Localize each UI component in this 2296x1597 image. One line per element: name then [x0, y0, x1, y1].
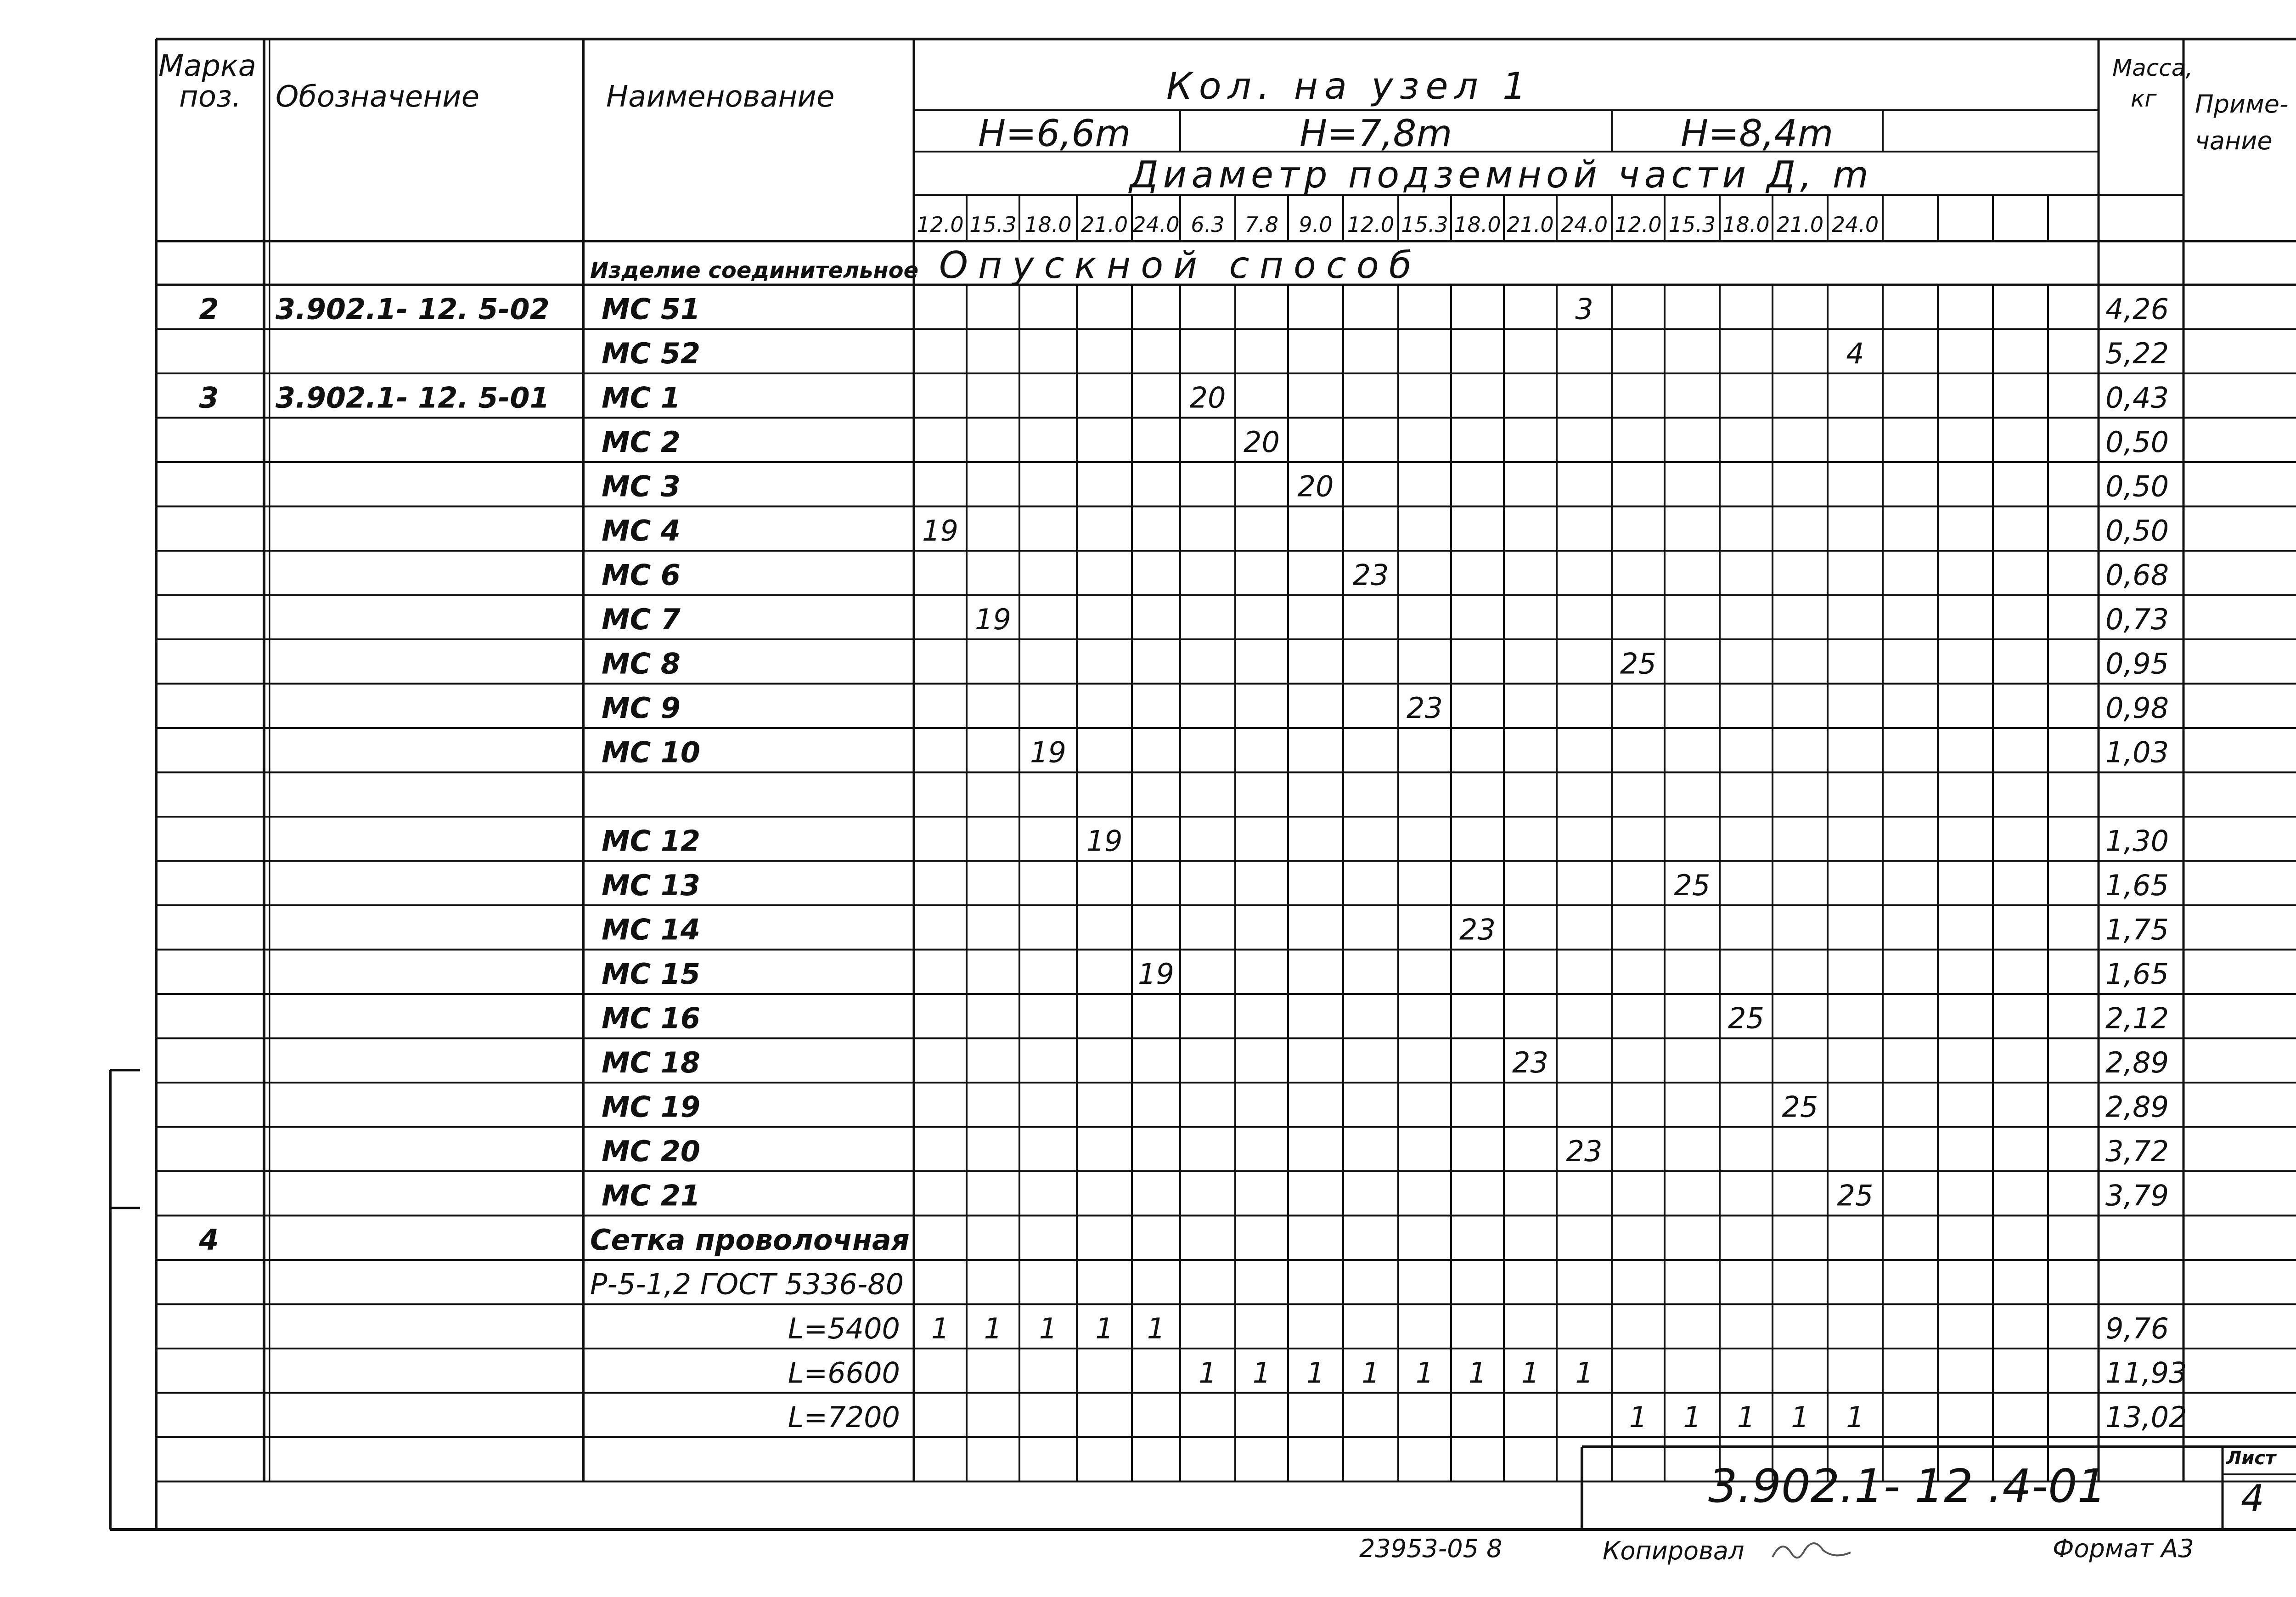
row-quantity: 20	[1189, 381, 1226, 415]
diameter-label: 18.0	[1454, 212, 1501, 237]
row-quantity: 20	[1297, 469, 1334, 503]
row-quantity: 23	[1407, 691, 1443, 725]
diameter-label: 18.0	[1722, 212, 1770, 237]
row-quantity: 23	[1459, 913, 1496, 947]
row-mass: 0,95	[2105, 647, 2169, 681]
row-name: МС 16	[602, 1001, 701, 1035]
table-row	[602, 647, 2169, 681]
diameter-label: 9.0	[1299, 212, 1333, 237]
header-note-line2: чание	[2195, 126, 2273, 155]
mesh-quantity: 1	[1683, 1400, 1701, 1434]
row-name: МС 12	[602, 824, 701, 858]
row-quantity: 23	[1512, 1046, 1548, 1079]
row-quantity: 19	[975, 603, 1011, 636]
table-row	[602, 824, 2169, 858]
row-quantity: 20	[1244, 425, 1280, 459]
row-name: МС 4	[602, 514, 681, 547]
row-name: МС 15	[602, 957, 701, 991]
row-mass: 3,79	[2105, 1179, 2169, 1213]
row-name: МС 2	[602, 425, 681, 459]
mesh-quantity: 1	[1095, 1312, 1114, 1345]
table-row	[602, 913, 2169, 947]
mesh-mass: 11,93	[2105, 1356, 2187, 1390]
row-mass: 1,65	[2105, 869, 2169, 902]
row-mass: 0,50	[2105, 469, 2169, 503]
row-mass: 0,50	[2105, 514, 2169, 547]
row-mass: 0,43	[2105, 381, 2169, 415]
table-row	[199, 293, 2169, 326]
row-mass: 1,30	[2105, 824, 2169, 858]
row-name: МС 18	[602, 1046, 701, 1079]
mesh-name: Сетка проволочная	[590, 1223, 910, 1257]
diameter-label: 21.0	[1507, 212, 1554, 237]
section-method: Опускной способ	[939, 244, 1422, 287]
row-mass: 5,22	[2105, 337, 2169, 370]
row-quantity: 25	[1782, 1090, 1818, 1124]
row-quantity: 19	[922, 514, 958, 547]
row-name: МС 14	[602, 913, 701, 947]
header-height-3: H=8,4m	[1681, 112, 1834, 155]
header-mass-line1: Масса,	[2112, 55, 2193, 81]
row-mass: 0,68	[2105, 558, 2169, 592]
header-mass-line2: кг	[2131, 85, 2157, 112]
mesh-quantity: 1	[1791, 1400, 1809, 1434]
row-name: МС 13	[602, 869, 701, 902]
row-mass: 1,03	[2105, 735, 2169, 769]
header-mark-line2: поз.	[179, 80, 242, 114]
row-quantity: 19	[1086, 824, 1123, 858]
mesh-quantity: 1	[1737, 1400, 1756, 1434]
mesh-length: L=6600	[788, 1356, 900, 1390]
stamp-sheet-number: 4	[2241, 1477, 2264, 1520]
signature-scribble	[1773, 1543, 1851, 1557]
row-mass: 2,89	[2105, 1090, 2169, 1124]
diameter-label: 24.0	[1831, 212, 1879, 237]
row-mark: 3	[199, 381, 219, 415]
row-quantity: 25	[1837, 1179, 1874, 1213]
row-quantity: 23	[1352, 558, 1389, 592]
mesh-quantity: 1	[1846, 1400, 1864, 1434]
row-quantity: 19	[1030, 735, 1066, 769]
footer-format: Формат А3	[2053, 1534, 2194, 1563]
section-name: Изделие соединительное	[590, 258, 919, 283]
diameter-label: 15.3	[1401, 212, 1448, 237]
table-row	[602, 425, 2169, 459]
row-name: МС 51	[602, 292, 701, 326]
row-designation: 3.902.1- 12. 5-01	[276, 381, 550, 415]
mesh-quantity: 1	[1575, 1356, 1593, 1390]
diameter-label: 15.3	[1668, 212, 1716, 237]
row-quantity: 4	[1846, 337, 1864, 370]
footer-copied: Копировал	[1603, 1536, 1745, 1565]
mesh-quantity: 1	[1415, 1356, 1434, 1390]
header-note-line1: Приме-	[2195, 90, 2289, 119]
row-name: МС 9	[602, 691, 681, 725]
header-mark-line1: Марка	[158, 49, 256, 83]
diameter-label: 21.0	[1080, 212, 1128, 237]
row-quantity: 19	[1138, 957, 1174, 991]
table-row	[602, 1134, 2169, 1168]
diameter-label: 21.0	[1776, 212, 1824, 237]
table-row	[602, 957, 2169, 991]
row-name: МС 8	[602, 647, 681, 681]
row-mass: 0,50	[2105, 425, 2169, 459]
table-row	[602, 514, 2169, 547]
row-quantity: 25	[1620, 647, 1656, 681]
row-name: МС 6	[602, 558, 681, 592]
row-name: МС 1	[602, 381, 681, 415]
table-row	[602, 1002, 2169, 1035]
mesh-quantity: 1	[1147, 1312, 1165, 1345]
mesh-mark: 4	[199, 1223, 219, 1257]
table-row	[602, 1090, 2169, 1124]
stamp-sheet-label: Лист	[2226, 1448, 2276, 1469]
row-quantity: 25	[1728, 1001, 1764, 1035]
mesh-quantity: 1	[931, 1312, 950, 1345]
diameter-label: 18.0	[1024, 212, 1072, 237]
diameter-label: 24.0	[1560, 212, 1608, 237]
header-diameter: Диаметр подземной части Д, m	[1130, 153, 1873, 196]
table-row	[602, 1046, 2169, 1079]
row-name: МС 7	[602, 603, 681, 636]
table-row	[199, 381, 2169, 415]
row-name: МС 21	[602, 1179, 701, 1213]
row-mass: 3,72	[2105, 1134, 2169, 1168]
footer-inventory: 23953-05 8	[1359, 1534, 1503, 1563]
mesh-quantity: 1	[1468, 1356, 1487, 1390]
mesh-quantity: 1	[1039, 1312, 1058, 1345]
mesh-mass: 13,02	[2105, 1400, 2187, 1434]
table-row	[602, 691, 2169, 725]
table-row	[602, 559, 2169, 592]
mesh-quantity: 1	[1629, 1400, 1648, 1434]
mesh-spec: Р-5-1,2 ГОСТ 5336-80	[590, 1267, 904, 1301]
table-rows	[198, 293, 2187, 1434]
row-name: МС 3	[602, 469, 681, 503]
row-name: МС 10	[602, 735, 701, 769]
diameter-label: 15.3	[969, 212, 1017, 237]
row-mass: 2,89	[2105, 1046, 2169, 1079]
table-row	[602, 603, 2169, 636]
header-height-2: H=7,8m	[1300, 112, 1452, 155]
row-mass: 2,12	[2105, 1001, 2169, 1035]
row-mass: 0,73	[2105, 603, 2169, 636]
row-mass: 1,65	[2105, 957, 2169, 991]
header-qty-title: Кол. на узел 1	[1166, 65, 1533, 107]
table-row	[602, 470, 2169, 503]
row-quantity: 3	[1575, 292, 1593, 326]
diameter-label: 12.0	[917, 212, 964, 237]
mesh-quantity: 1	[1306, 1356, 1325, 1390]
diameter-label: 24.0	[1132, 212, 1180, 237]
row-designation: 3.902.1- 12. 5-02	[276, 292, 550, 326]
stamp-doc-code: 3.902.1- 12 .4-01	[1708, 1459, 2107, 1513]
mesh-quantity: 1	[1252, 1356, 1271, 1390]
header-designation: Обозначение	[276, 80, 480, 114]
row-name: МС 19	[602, 1090, 701, 1124]
row-name: МС 20	[602, 1134, 701, 1168]
mesh-quantity: 1	[1521, 1356, 1540, 1390]
diameter-label: 12.0	[1615, 212, 1662, 237]
diameter-label: 12.0	[1347, 212, 1395, 237]
row-mass: 0,98	[2105, 691, 2169, 725]
row-quantity: 23	[1566, 1134, 1603, 1168]
mesh-quantity: 1	[984, 1312, 1002, 1345]
mesh-mass: 9,76	[2105, 1312, 2169, 1345]
diameter-label: 7.8	[1244, 212, 1279, 237]
table-row	[602, 869, 2169, 902]
row-mass: 1,75	[2105, 913, 2169, 947]
mesh-length: L=5400	[788, 1312, 900, 1345]
header-height-1: H=6,6m	[978, 112, 1131, 155]
row-mark: 2	[199, 292, 219, 326]
diameter-label: 6.3	[1191, 212, 1225, 237]
row-mass: 4,26	[2105, 292, 2169, 326]
header-name: Наименование	[606, 80, 835, 114]
table-row	[602, 1179, 2169, 1213]
mesh-length: L=7200	[788, 1400, 900, 1434]
table-row	[602, 736, 2169, 769]
mesh-quantity: 1	[1362, 1356, 1380, 1390]
table-row	[602, 337, 2169, 370]
mesh-quantity: 1	[1199, 1356, 1217, 1390]
row-name: МС 52	[602, 337, 701, 370]
row-quantity: 25	[1674, 869, 1711, 902]
